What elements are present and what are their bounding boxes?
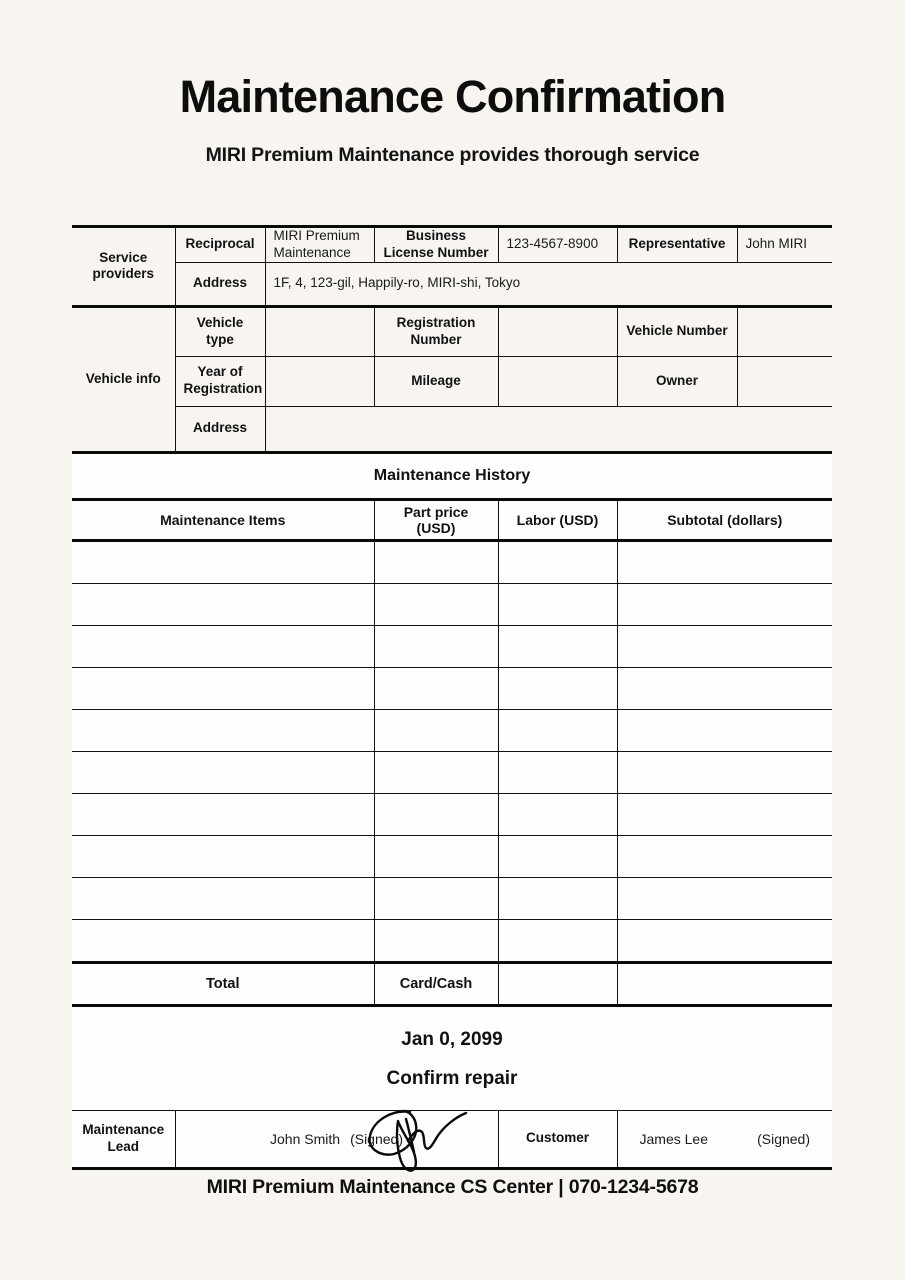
vehicle-number-label: Vehicle Number (617, 306, 737, 356)
table-row (72, 751, 832, 793)
vehicle-address-label: Address (175, 406, 265, 452)
reciprocal-label: Reciprocal (175, 227, 265, 263)
registration-number-value[interactable] (498, 306, 617, 356)
cell-item[interactable] (72, 919, 374, 962)
cell-item[interactable] (72, 625, 374, 667)
vehicle-address-value[interactable] (265, 406, 832, 452)
table-row (72, 583, 832, 625)
cell-part-price[interactable] (374, 709, 498, 751)
mileage-value[interactable] (498, 356, 617, 406)
total-labor-value[interactable] (617, 962, 832, 1005)
maintenance-lead-name: John Smith (270, 1130, 341, 1147)
cell-subtotal[interactable] (617, 709, 832, 751)
total-part-price-value[interactable] (498, 962, 617, 1005)
cell-subtotal[interactable] (617, 625, 832, 667)
cell-labor[interactable] (498, 835, 617, 877)
table-row (72, 540, 832, 583)
cell-labor[interactable] (498, 709, 617, 751)
customer-signed-text: (Signed) (757, 1130, 810, 1147)
maintenance-lead-signature-cell[interactable] (175, 1111, 498, 1169)
vehicle-info-row-2 (72, 356, 832, 406)
cell-subtotal[interactable] (617, 667, 832, 709)
customer-label: Customer (498, 1111, 617, 1169)
cell-labor[interactable] (498, 583, 617, 625)
confirmation-block (72, 1007, 832, 1111)
maintenance-history-title-row (72, 454, 832, 500)
cell-part-price[interactable] (374, 540, 498, 583)
cell-item[interactable] (72, 835, 374, 877)
confirmation-text: Confirm repair (386, 1067, 518, 1089)
cell-part-price[interactable] (374, 835, 498, 877)
cell-item[interactable] (72, 751, 374, 793)
payment-method-label[interactable]: Card/Cash (374, 962, 498, 1005)
table-row (72, 625, 832, 667)
customer-signature-names (626, 1131, 825, 1147)
cell-item[interactable] (72, 540, 374, 583)
cell-subtotal[interactable] (617, 919, 832, 962)
provider-address-label: Address (175, 262, 265, 306)
info-table (72, 225, 832, 454)
total-label: Total (72, 962, 374, 1005)
table-row (72, 877, 832, 919)
signature-row (72, 1111, 832, 1169)
page-subtitle: MIRI Premium Maintenance provides thorough service (205, 143, 700, 166)
representative-label: Representative (617, 227, 737, 263)
cell-subtotal[interactable] (617, 540, 832, 583)
provider-address-value[interactable]: 1F, 4, 123-gil, Happily-ro, MIRI-shi, Tokyo (265, 262, 832, 306)
cell-labor[interactable] (498, 793, 617, 835)
vehicle-type-value[interactable] (265, 306, 374, 356)
cell-labor[interactable] (498, 751, 617, 793)
cell-subtotal[interactable] (617, 835, 832, 877)
cell-part-price[interactable] (374, 877, 498, 919)
registration-number-label: Registration Number (374, 306, 498, 356)
maintenance-history-title: Maintenance History (72, 454, 832, 500)
customer-name: James Lee (639, 1130, 708, 1147)
vehicle-number-value[interactable] (737, 306, 832, 356)
cell-part-price[interactable] (374, 793, 498, 835)
cell-subtotal[interactable] (617, 751, 832, 793)
cell-item[interactable] (72, 667, 374, 709)
maintenance-lead-signature-names (184, 1131, 490, 1147)
cell-part-price[interactable] (374, 625, 498, 667)
cell-labor[interactable] (498, 877, 617, 919)
cell-item[interactable] (72, 709, 374, 751)
vehicle-info-label: Vehicle info (72, 306, 175, 452)
page-title: Maintenance Confirmation (179, 71, 726, 122)
total-row (72, 962, 832, 1005)
confirmation-date: Jan 0, 2099 (401, 1028, 503, 1050)
year-of-registration-label: Year of Registration (175, 356, 265, 406)
signature-table (72, 1111, 832, 1170)
owner-value[interactable] (737, 356, 832, 406)
service-provider-row-1 (72, 227, 832, 263)
cell-item[interactable] (72, 793, 374, 835)
cell-part-price[interactable] (374, 667, 498, 709)
cell-labor[interactable] (498, 540, 617, 583)
document-header (0, 0, 905, 167)
cell-item[interactable] (72, 877, 374, 919)
cell-labor[interactable] (498, 625, 617, 667)
maintenance-history-table (72, 454, 832, 1007)
mileage-label: Mileage (374, 356, 498, 406)
footer-contact: MIRI Premium Maintenance CS Center | 070-1234-5678 (206, 1176, 699, 1198)
year-of-registration-value[interactable] (265, 356, 374, 406)
cell-part-price[interactable] (374, 751, 498, 793)
column-header-labor: Labor (USD) (498, 499, 617, 540)
service-providers-label: Service providers (72, 227, 175, 307)
table-row (72, 667, 832, 709)
vehicle-info-row-1 (72, 306, 832, 356)
maintenance-history-header-row (72, 499, 832, 540)
cell-labor[interactable] (498, 667, 617, 709)
reciprocal-value[interactable]: MIRI Premium Maintenance (265, 227, 374, 263)
cell-part-price[interactable] (374, 919, 498, 962)
owner-label: Owner (617, 356, 737, 406)
table-row (72, 793, 832, 835)
cell-labor[interactable] (498, 919, 617, 962)
representative-value[interactable]: John MIRI (737, 227, 832, 263)
business-license-number-label: Business License Number (374, 227, 498, 263)
vehicle-type-label: Vehicle type (175, 306, 265, 356)
business-license-number-value[interactable]: 123-4567-8900 (498, 227, 617, 263)
column-header-subtotal: Subtotal (dollars) (617, 499, 832, 540)
maintenance-lead-label: Maintenance Lead (72, 1111, 175, 1169)
column-header-part-price: Part price (USD) (374, 499, 498, 540)
service-provider-row-2 (72, 262, 832, 306)
customer-signature-cell[interactable] (617, 1111, 832, 1169)
vehicle-info-row-3 (72, 406, 832, 452)
table-row (72, 709, 832, 751)
cell-item[interactable] (72, 583, 374, 625)
cell-subtotal[interactable] (617, 793, 832, 835)
form-sheet (72, 225, 832, 1170)
maintenance-lead-signed-text: (Signed) (350, 1130, 403, 1147)
cell-part-price[interactable] (374, 583, 498, 625)
cell-subtotal[interactable] (617, 583, 832, 625)
column-header-maintenance-items: Maintenance Items (72, 499, 374, 540)
table-row (72, 835, 832, 877)
cell-subtotal[interactable] (617, 877, 832, 919)
table-row (72, 919, 832, 962)
